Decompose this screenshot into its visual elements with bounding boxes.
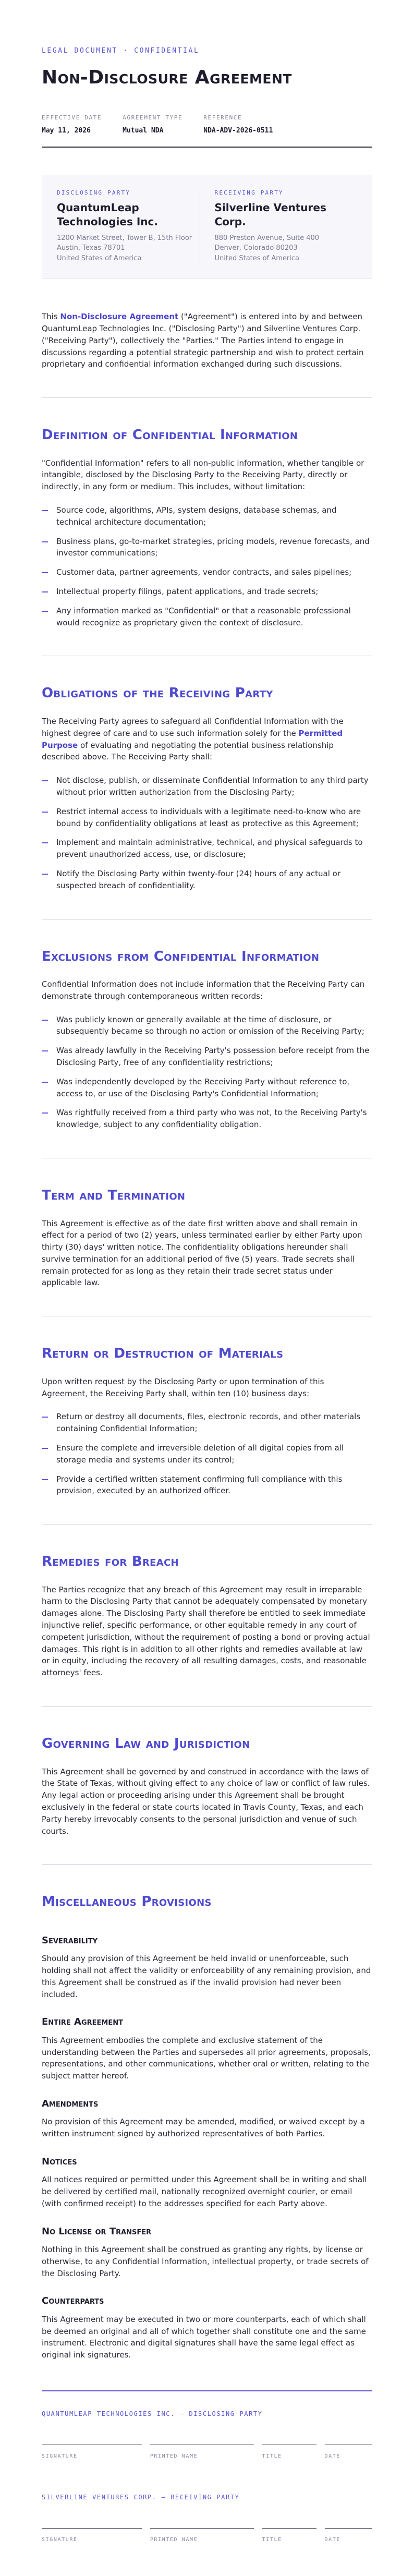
section-divider bbox=[42, 1864, 372, 1865]
section-definition bbox=[42, 425, 372, 628]
signature-lines bbox=[42, 2528, 372, 2545]
receiving-party-card bbox=[200, 189, 358, 263]
address-line: 1200 Market Street, Tower B, 15th Floor bbox=[57, 234, 192, 242]
field-label: DATE bbox=[324, 2453, 340, 2460]
field-label: DATE bbox=[324, 2537, 340, 2543]
document-title: Non-Disclosure Agreement bbox=[42, 66, 292, 88]
subsection-paragraph: All notices required or permitted under this Agreement shall be in writing and shall be delivered by certified mail, nationally recognized overnight courier, or email (with confirmed receipt) to the addresses specified for each Party above. bbox=[42, 2175, 367, 2208]
party-address bbox=[215, 233, 358, 264]
subsection-paragraph: This Agreement may be executed in two or more counterparts, each of which shall be deemed an original and all of which together shall constitute one and the same instrument. Electronic and digital signatures shall have the same legal effect as original ink signatures. bbox=[42, 2314, 366, 2360]
address-line: United States of America bbox=[57, 254, 142, 262]
section-title: Miscellaneous Provisions bbox=[42, 1894, 212, 1910]
subsection-title-notices: Notices bbox=[42, 2156, 77, 2167]
list-item: Intellectual property filings, patent applications, and trade secrets; bbox=[42, 586, 372, 598]
list-item: Was rightfully received from a third party who was not, to the Receiving Party's knowledge, subject to any confidentiality obligation. bbox=[42, 1107, 372, 1131]
printed-name-field[interactable] bbox=[150, 2528, 254, 2545]
document-meta bbox=[42, 114, 372, 136]
section-paragraph: Confidential Information does not include information that the Receiving Party can demonstrate through contemporaneous written records: bbox=[42, 979, 365, 1001]
signature-block-disclosing bbox=[42, 2409, 372, 2461]
paragraph-text: The Receiving Party agrees to safeguard all Confidential Information with the highest degree of care and to use such information solely for the bbox=[42, 716, 344, 738]
meta-label: EFFECTIVE DATE bbox=[42, 114, 102, 122]
field-label: TITLE bbox=[262, 2537, 282, 2543]
section-governing-law bbox=[42, 1734, 372, 1837]
list-item: Any information marked as "Confidential" or that a reasonable professional would recognize as proprietary given the context of disclosure. bbox=[42, 605, 372, 629]
section-paragraph: "Confidential Information" refers to all non-public information, whether tangible or intangible, disclosed by the Disclosing Party to the Receiving Party, directly or indirectly, in any form or medium. This includes, without limitation: bbox=[42, 458, 364, 492]
title-field[interactable] bbox=[262, 2528, 316, 2545]
title-field[interactable] bbox=[262, 2445, 316, 2461]
permitted-purpose-emphasis: Permitted Purpose bbox=[42, 728, 343, 750]
intro-paragraph bbox=[42, 311, 372, 370]
section-term bbox=[42, 1186, 372, 1289]
meta-effective-date bbox=[42, 114, 102, 136]
section-return-materials bbox=[42, 1344, 372, 1497]
section-paragraph: This Agreement is effective as of the date first written above and shall remain in effect for a period of two (2) years, unless terminated earlier by either Party upon thirty (30) days' written notice. The confidentiality obligations hereunder shall survive termination for an additional period of five (5) years. Trade secrets shall remain protected for as long as they retain their trade secret status under applicable law. bbox=[42, 1218, 362, 1288]
section-divider bbox=[42, 919, 372, 920]
field-label: SIGNATURE bbox=[42, 2537, 78, 2543]
subsection-paragraph: This Agreement embodies the complete and exclusive statement of the understanding between the Parties and supersedes all prior agreements, proposals, representations, and other communications, whether oral or written, relating to the subject matter hereof. bbox=[42, 2035, 371, 2081]
subsection-title-severability: Severability bbox=[42, 1934, 98, 1946]
section-title: Return or Destruction of Materials bbox=[42, 1346, 284, 1362]
return-list bbox=[42, 1411, 372, 1497]
list-item: Return or destroy all documents, files, electronic records, and other materials containing Confidential Information; bbox=[42, 1411, 372, 1435]
meta-label: AGREEMENT TYPE bbox=[123, 114, 183, 122]
meta-value: NDA-ADV-2026-0511 bbox=[203, 127, 273, 135]
field-label: TITLE bbox=[262, 2453, 282, 2460]
signature-party-label: SILVERLINE VENTURES CORP. — RECEIVING PARTY bbox=[42, 2494, 240, 2501]
meta-label: REFERENCE bbox=[203, 114, 242, 122]
signature-party-label: QUANTUMLEAP TECHNOLOGIES INC. — DISCLOSING PARTY bbox=[42, 2410, 263, 2417]
section-divider bbox=[42, 1524, 372, 1525]
subsection-paragraph: Should any provision of this Agreement be held invalid or unenforceable, such holding shall not affect the validity or enforceability of any remaining provision, and this Agreement shall be construed as if the invalid provision had never been included. bbox=[42, 1954, 371, 1999]
list-item: Implement and maintain administrative, technical, and physical safeguards to prevent unauthorized access, use, or disclosure; bbox=[42, 837, 372, 861]
address-line: 880 Preston Avenue, Suite 400 bbox=[214, 234, 320, 242]
document-eyebrow: LEGAL DOCUMENT · CONFIDENTIAL bbox=[42, 47, 200, 55]
list-item: Was already lawfully in the Receiving Party's possession before receipt from the Disclosing Party, free of any confidentiality restrictions; bbox=[42, 1045, 372, 1069]
meta-value: May 11, 2026 bbox=[42, 127, 91, 135]
list-item: Not disclose, publish, or disseminate Confidential Information to any third party without prior written authorization from the Disclosing Party; bbox=[42, 775, 372, 799]
subsection-paragraph: Nothing in this Agreement shall be construed as granting any rights, by license or otherwise, to any Confidential Information, intellectual property, or trade secrets of the Disclosing Party. bbox=[42, 2245, 369, 2278]
subsection-title-entire-agreement: Entire Agreement bbox=[42, 2016, 123, 2028]
list-item: Was independently developed by the Receiving Party without reference to, access to, or use of the Disclosing Party's Confidential Information; bbox=[42, 1076, 372, 1100]
paragraph-text: of evaluating and negotiating the potential business relationship described above. The Receiving Party shall: bbox=[42, 740, 334, 762]
party-name: Silverline Ventures Corp. bbox=[214, 201, 326, 228]
section-paragraph: Upon written request by the Disclosing Party or upon termination of this Agreement, the Receiving Party shall, within ten (10) business days: bbox=[42, 1376, 324, 1398]
intro-emphasis: Non-Disclosure Agreement bbox=[60, 312, 179, 322]
date-field[interactable] bbox=[325, 2445, 373, 2461]
signature-field[interactable] bbox=[42, 2528, 142, 2545]
section-divider bbox=[42, 1706, 372, 1707]
printed-name-field[interactable] bbox=[150, 2445, 254, 2461]
section-miscellaneous bbox=[42, 1892, 372, 2361]
header-divider bbox=[42, 147, 372, 148]
disclosing-party-card bbox=[57, 189, 200, 263]
section-divider bbox=[42, 397, 372, 398]
section-title: Exclusions from Confidential Information bbox=[42, 948, 320, 964]
list-item: Notify the Disclosing Party within twenty-four (24) hours of any actual or suspected breach of confidentiality. bbox=[42, 868, 372, 892]
list-item: Customer data, partner agreements, vendor contracts, and sales pipelines; bbox=[42, 566, 372, 578]
list-item: Provide a certified written statement confirming full compliance with this provision, executed by an authorized officer. bbox=[42, 1473, 372, 1497]
obligations-list bbox=[42, 775, 372, 891]
meta-agreement-type bbox=[123, 114, 182, 136]
parties-panel bbox=[42, 175, 372, 279]
section-title: Governing Law and Jurisdiction bbox=[42, 1736, 250, 1752]
section-exclusions bbox=[42, 947, 372, 1131]
signature-block-receiving bbox=[42, 2493, 372, 2545]
field-label: SIGNATURE bbox=[42, 2453, 78, 2460]
party-role: RECEIVING PARTY bbox=[214, 189, 284, 196]
address-line: Austin, Texas 78701 bbox=[57, 244, 125, 252]
section-paragraph: The Parties recognize that any breach of this Agreement may result in irreparable harm to the Disclosing Party that cannot be adequately compensated by monetary damages alone. The Disclosing Party shall therefore be entitled to seek immediate injunctive relief, specific performance, or other equitable remedy in any court of competent jurisdiction, without the requirement of posting a bond or proving actual damages. This right is in addition to all other rights and remedies available at law or in equity, including the recovery of all resulting damages, costs, and reasonable attorneys' fees. bbox=[42, 1585, 370, 1678]
list-item: Ensure the complete and irreversible deletion of all digital copies from all storage media and systems under its control; bbox=[42, 1442, 372, 1466]
section-paragraph: This Agreement shall be governed by and construed in accordance with the laws of the State of Texas, without giving effect to any choice of law or conflict of law rules. Any legal action or proceeding arising under this Agreement shall be brought exclusively in the federal or state courts located in Travis County, Texas, and each Party hereby irrevocably consents to the personal jurisdiction and venue of such courts. bbox=[42, 1767, 370, 1836]
field-label: PRINTED NAME bbox=[150, 2453, 198, 2460]
subsection-title-amendments: Amendments bbox=[42, 2098, 99, 2109]
section-title: Remedies for Breach bbox=[42, 1554, 179, 1570]
list-item: Restrict internal access to individuals with a legitimate need-to-know who are bound by confidentiality obligations at least as protective as this Agreement; bbox=[42, 806, 372, 830]
definition-list bbox=[42, 504, 372, 628]
section-title: Definition of Confidential Information bbox=[42, 427, 298, 443]
section-paragraph bbox=[42, 716, 372, 763]
subsection-title-counterparts: Counterparts bbox=[42, 2295, 104, 2307]
date-field[interactable] bbox=[325, 2528, 373, 2545]
signature-lines bbox=[42, 2445, 372, 2461]
section-remedies bbox=[42, 1552, 372, 1679]
section-title: Term and Termination bbox=[42, 1187, 186, 1203]
party-role: DISCLOSING PARTY bbox=[57, 189, 131, 196]
address-line: United States of America bbox=[214, 254, 299, 262]
signature-field[interactable] bbox=[42, 2445, 142, 2461]
intro-text: ("Agreement") is entered into by and between QuantumLeap Technologies Inc. ("Disclosing Party") and Silverline Ventures Corp. ("Receiving Party"), collectively the "Parties." The Parties intend to engage in discussions regarding a potential strategic partnership and wish to protect certain proprietary and confidential information exchanged during such discussions. bbox=[42, 312, 364, 369]
section-title: Obligations of the Receiving Party bbox=[42, 685, 273, 702]
meta-value: Mutual NDA bbox=[123, 127, 164, 135]
section-obligations bbox=[42, 683, 372, 891]
subsection-paragraph: No provision of this Agreement may be amended, modified, or waived except by a written instrument signed by authorized representatives of both Parties. bbox=[42, 2117, 365, 2139]
list-item: Source code, algorithms, APIs, system designs, database schemas, and technical architecture documentation; bbox=[42, 504, 372, 528]
intro-text: This bbox=[42, 312, 60, 322]
exclusions-list bbox=[42, 1014, 372, 1131]
party-address bbox=[57, 233, 200, 264]
meta-reference bbox=[203, 114, 273, 136]
field-label: PRINTED NAME bbox=[150, 2537, 198, 2543]
list-item: Was publicly known or generally available at the time of disclosure, or subsequently became so through no action or omission of the Receiving Party; bbox=[42, 1014, 372, 1038]
party-name: QuantumLeap Technologies Inc. bbox=[57, 201, 158, 228]
subsection-title-no-license: No License or Transfer bbox=[42, 2226, 152, 2237]
address-line: Denver, Colorado 80203 bbox=[214, 244, 298, 252]
list-item: Business plans, go-to-market strategies, pricing models, revenue forecasts, and investor communications; bbox=[42, 536, 372, 560]
signature-divider bbox=[42, 2390, 372, 2391]
